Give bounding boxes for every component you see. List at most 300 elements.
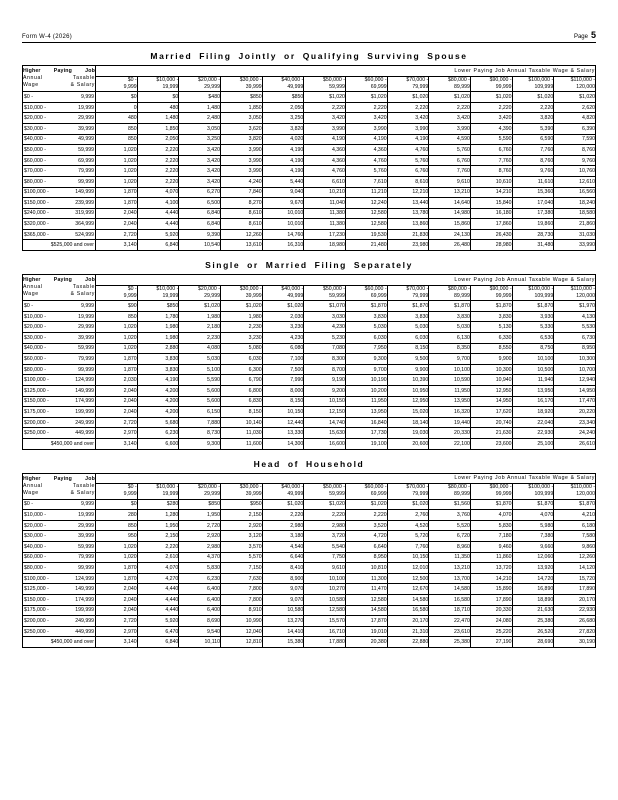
- table-cell: 19,440: [429, 417, 471, 428]
- table-cell: 5,830: [470, 520, 512, 531]
- table-cell: 11,030: [220, 428, 262, 439]
- column-range-header: [387, 285, 429, 301]
- range-start: $40,000 -: [281, 76, 304, 83]
- row-label-right: 9,999: [81, 93, 94, 100]
- table-cell: 6,400: [179, 584, 221, 595]
- table-cell: 10,200: [345, 385, 387, 396]
- row-label-right: 174,999: [75, 596, 94, 603]
- corner-line3-right: & Salary: [70, 82, 95, 89]
- range-start: $40,000 -: [281, 285, 304, 292]
- row-label-left: $0 -: [24, 303, 33, 310]
- range-start: $30,000 -: [239, 76, 262, 83]
- table-cell: 9,200: [304, 385, 346, 396]
- table-cell: 2,880: [137, 343, 179, 354]
- range-start: $110,000 -: [570, 76, 595, 83]
- table-cell: 0: [96, 102, 138, 113]
- table-cell: 10,300: [554, 354, 596, 365]
- table-cell: 8,750: [512, 343, 554, 354]
- table-cell: 3,990: [387, 123, 429, 134]
- table-cell: 480: [137, 102, 179, 113]
- table-cell: 8,150: [387, 343, 429, 354]
- table-cell: 12,010: [387, 563, 429, 574]
- table-row: [23, 301, 596, 312]
- table-cell: 11,380: [304, 219, 346, 230]
- table-cell: 1,850: [220, 102, 262, 113]
- table-cell: 2,480: [179, 113, 221, 124]
- table-cell: 16,310: [262, 240, 304, 251]
- table-cell: 14,640: [429, 198, 471, 209]
- table-cell: 6,080: [262, 343, 304, 354]
- table-cell: 2,030: [96, 375, 138, 386]
- table-cell: 16,600: [304, 438, 346, 449]
- page-header: [22, 30, 596, 43]
- table-cell: 6,390: [554, 123, 596, 134]
- table-cell: 20,330: [470, 605, 512, 616]
- table-cell: 10,010: [262, 219, 304, 230]
- table-cell: 9,760: [554, 155, 596, 166]
- row-range-label: [23, 563, 96, 574]
- table-cell: 4,240: [220, 176, 262, 187]
- table-cell: 15,020: [387, 407, 429, 418]
- range-end: 89,999: [454, 292, 470, 299]
- table-cell: 10,300: [470, 364, 512, 375]
- row-label-left: $175,000 -: [24, 408, 49, 415]
- table-cell: 4,200: [137, 396, 179, 407]
- table-cell: 11,470: [345, 584, 387, 595]
- table-cell: 8,760: [554, 145, 596, 156]
- table-cell: 18,580: [554, 208, 596, 219]
- range-start: $50,000 -: [323, 76, 345, 83]
- table-cell: 1,870: [96, 573, 138, 584]
- range-start: $0 -: [127, 484, 137, 491]
- tax-table: [22, 274, 596, 449]
- corner-line2-right: Taxable: [72, 75, 95, 82]
- table-cell: 28,980: [470, 240, 512, 251]
- table-cell: 14,720: [512, 573, 554, 584]
- table-cell: 23,980: [387, 240, 429, 251]
- corner-line1-mid: Paying: [53, 68, 73, 75]
- table-cell: 12,610: [554, 176, 596, 187]
- range-end: 79,999: [412, 491, 429, 498]
- table-cell: 21,310: [387, 626, 429, 637]
- table-cell: 4,020: [262, 134, 304, 145]
- table-cell: 3,760: [429, 510, 471, 521]
- table-cell: 5,390: [512, 123, 554, 134]
- table-cell: 6,590: [512, 134, 554, 145]
- table-cell: 4,390: [470, 123, 512, 134]
- table-cell: 2,610: [137, 552, 179, 563]
- table-cell: 27,820: [554, 626, 596, 637]
- table-cell: 5,920: [137, 616, 179, 627]
- table-cell: 4,190: [262, 155, 304, 166]
- column-range-header: [345, 484, 387, 500]
- table-cell: 6,230: [137, 428, 179, 439]
- table-cell: 2,040: [96, 219, 138, 230]
- table-cell: 6,840: [137, 240, 179, 251]
- table-cell: $0: [137, 92, 179, 103]
- table-cell: 8,760: [470, 166, 512, 177]
- table-cell: 3,520: [345, 520, 387, 531]
- range-start: $90,000 -: [489, 484, 512, 491]
- row-label-left: $150,000 -: [24, 398, 49, 405]
- table-cell: 19,010: [345, 626, 387, 637]
- table-cell: 18,240: [554, 198, 596, 209]
- table-cell: 12,950: [470, 385, 512, 396]
- table-row: [23, 573, 596, 584]
- row-range-label: [23, 428, 96, 439]
- table-cell: 4,190: [262, 145, 304, 156]
- column-range-header: [179, 76, 221, 92]
- table-cell: 30,190: [554, 637, 596, 648]
- table-cell: 9,070: [262, 595, 304, 606]
- table-cell: 4,440: [137, 219, 179, 230]
- table-cell: 12,060: [512, 552, 554, 563]
- row-label-right: 29,999: [78, 522, 94, 529]
- table-cell: 10,950: [387, 385, 429, 396]
- row-range-label: [23, 573, 96, 584]
- table-cell: 4,540: [262, 542, 304, 553]
- table-cell: 4,760: [304, 166, 346, 177]
- table-row: [23, 499, 596, 510]
- table-cell: 2,760: [387, 510, 429, 521]
- table-cell: 850: [96, 123, 138, 134]
- section-title: Married Filing Jointly or Qualifying Surviving Spouse: [150, 51, 468, 61]
- column-range-header: [387, 484, 429, 500]
- range-start: $40,000 -: [281, 484, 304, 491]
- form-label: Form W-4 (2026): [22, 34, 73, 40]
- table-cell: 4,190: [262, 166, 304, 177]
- table-cell: 2,220: [137, 542, 179, 553]
- table-cell: 10,500: [512, 364, 554, 375]
- row-label-left: $30,000 -: [24, 533, 46, 540]
- table-cell: 4,360: [345, 145, 387, 156]
- table-cell: 10,140: [220, 417, 262, 428]
- table-cell: 2,720: [96, 616, 138, 627]
- table-cell: 6,640: [262, 552, 304, 563]
- table-cell: 19,100: [345, 438, 387, 449]
- table-cell: 1,480: [179, 102, 221, 113]
- table-cell: 3,620: [220, 123, 262, 134]
- table-cell: $1,020: [220, 301, 262, 312]
- table-cell: 4,370: [179, 552, 221, 563]
- lower-paying-job-header: Lower Paying Job Annual Taxable Wage & Salary: [96, 66, 596, 77]
- table-cell: 10,100: [429, 364, 471, 375]
- row-label-right: 9,999: [81, 303, 94, 310]
- corner-line3-left: Wage: [23, 291, 39, 298]
- table-cell: 5,760: [345, 166, 387, 177]
- range-end: 99,999: [495, 83, 512, 90]
- table-row: [23, 311, 596, 322]
- table-cell: 11,950: [345, 396, 387, 407]
- corner-line2-right: Taxable: [72, 482, 95, 489]
- table-cell: 13,440: [387, 198, 429, 209]
- table-cell: $1,870: [429, 301, 471, 312]
- column-range-header: [137, 285, 179, 301]
- table-cell: 24,080: [470, 616, 512, 627]
- table-cell: 8,950: [345, 552, 387, 563]
- table-cell: 12,580: [304, 605, 346, 616]
- table-cell: 4,440: [137, 584, 179, 595]
- table-cell: 2,040: [96, 584, 138, 595]
- table-cell: 10,150: [262, 407, 304, 418]
- row-label-right: 364,999: [75, 221, 94, 228]
- table-cell: 17,860: [470, 219, 512, 230]
- range-end: 39,999: [245, 491, 262, 498]
- table-cell: 13,210: [429, 187, 471, 198]
- table-cell: 23,340: [554, 417, 596, 428]
- range-end: 99,999: [495, 491, 512, 498]
- header-corner-cell: [23, 473, 96, 499]
- table-cell: 17,230: [304, 229, 346, 240]
- table-cell: 10,590: [429, 375, 471, 386]
- table-cell: 4,440: [137, 208, 179, 219]
- table-cell: 8,950: [554, 343, 596, 354]
- table-cell: 9,540: [179, 626, 221, 637]
- range-end: 49,999: [287, 491, 304, 498]
- row-label-left: $80,000 -: [24, 565, 46, 572]
- table-cell: 6,610: [304, 176, 346, 187]
- table-cell: 9,900: [470, 354, 512, 365]
- table-cell: 5,440: [262, 176, 304, 187]
- table-cell: 18,710: [429, 605, 471, 616]
- table-cell: 15,570: [304, 616, 346, 627]
- table-cell: 6,760: [429, 155, 471, 166]
- table-cell: 5,920: [137, 229, 179, 240]
- table-cell: 2,970: [96, 428, 138, 439]
- table-cell: 3,420: [429, 113, 471, 124]
- corner-line1-right: Job: [85, 68, 95, 75]
- column-range-header: [137, 76, 179, 92]
- table-cell: 6,800: [220, 385, 262, 396]
- range-start: $80,000 -: [447, 285, 470, 292]
- table-cell: 9,700: [429, 354, 471, 365]
- section-title: Single or Married Filing Separately: [205, 260, 413, 271]
- table-cell: 2,050: [262, 102, 304, 113]
- column-range-header: [262, 484, 304, 500]
- row-label-right: 39,999: [78, 533, 94, 540]
- table-cell: 23,610: [429, 626, 471, 637]
- range-end: 29,999: [204, 292, 220, 299]
- table-cell: 14,300: [262, 438, 304, 449]
- table-cell: $850: [179, 499, 221, 510]
- row-label-right: 39,999: [78, 125, 94, 132]
- range-start: $60,000 -: [364, 76, 387, 83]
- row-label-left: $10,000 -: [24, 313, 46, 320]
- tax-table: [22, 65, 596, 251]
- table-cell: 3,420: [179, 155, 221, 166]
- table-row: [23, 531, 596, 542]
- range-start: $110,000 -: [570, 484, 595, 491]
- table-cell: 3,570: [220, 542, 262, 553]
- row-range-label: [23, 343, 96, 354]
- table-cell: 5,080: [220, 343, 262, 354]
- row-range-label: [23, 145, 96, 156]
- row-label-right: 59,999: [78, 345, 94, 352]
- table-row: [23, 155, 596, 166]
- table-cell: 3,830: [137, 354, 179, 365]
- table-cell: 12,150: [304, 407, 346, 418]
- range-start: $60,000 -: [364, 285, 387, 292]
- table-cell: $1,020: [262, 301, 304, 312]
- row-range-label: [23, 102, 96, 113]
- table-cell: 20,600: [387, 438, 429, 449]
- row-label-left: $450,000 and over: [50, 440, 94, 447]
- table-cell: 2,220: [304, 102, 346, 113]
- table-cell: 2,180: [179, 322, 221, 333]
- row-label-left: $30,000 -: [24, 125, 46, 132]
- page-number: 5: [590, 30, 596, 40]
- table-cell: 2,980: [262, 520, 304, 531]
- tax-table: [22, 473, 596, 648]
- table-cell: 4,200: [137, 407, 179, 418]
- table-cell: 26,430: [470, 229, 512, 240]
- row-label-right: 59,999: [78, 146, 94, 153]
- table-cell: $0: [96, 92, 138, 103]
- table-cell: 1,950: [179, 510, 221, 521]
- table-cell: 5,680: [137, 417, 179, 428]
- table-cell: $1,020: [387, 92, 429, 103]
- table-cell: 7,760: [512, 145, 554, 156]
- table-row: [23, 219, 596, 230]
- corner-line1-left: Higher: [23, 68, 41, 75]
- table-cell: 9,900: [387, 364, 429, 375]
- row-range-label: [23, 354, 96, 365]
- table-cell: 8,410: [262, 563, 304, 574]
- table-cell: 20,740: [470, 417, 512, 428]
- table-cell: 19,530: [345, 229, 387, 240]
- table-cell: 9,670: [262, 198, 304, 209]
- table-cell: 8,300: [304, 354, 346, 365]
- table-cell: 21,860: [554, 219, 596, 230]
- table-cell: 12,440: [262, 417, 304, 428]
- table-cell: 11,940: [512, 375, 554, 386]
- table-cell: $1,870: [512, 499, 554, 510]
- table-cell: 17,730: [345, 428, 387, 439]
- row-label-left: $40,000 -: [24, 345, 46, 352]
- range-start: $90,000 -: [489, 285, 512, 292]
- table-cell: 8,700: [304, 364, 346, 375]
- row-label-right: 79,999: [78, 355, 94, 362]
- table-cell: 10,610: [470, 176, 512, 187]
- table-cell: 3,820: [512, 113, 554, 124]
- table-header-ranges: [23, 484, 596, 500]
- table-cell: 12,500: [387, 573, 429, 584]
- table-cell: 1,020: [96, 542, 138, 553]
- table-cell: 10,990: [220, 616, 262, 627]
- table-cell: 7,580: [554, 531, 596, 542]
- row-label-right: 79,999: [78, 554, 94, 561]
- table-cell: 9,190: [304, 375, 346, 386]
- table-cell: 8,350: [429, 343, 471, 354]
- corner-line2-left: Annual: [23, 482, 43, 489]
- table-header-ranges: [23, 76, 596, 92]
- table-cell: 3,420: [470, 113, 512, 124]
- table-cell: 850: [96, 134, 138, 145]
- table-row: [23, 176, 596, 187]
- lower-paying-job-header: Lower Paying Job Annual Taxable Wage & Salary: [96, 275, 596, 286]
- table-cell: 4,760: [345, 155, 387, 166]
- table-cell: 6,150: [179, 407, 221, 418]
- column-range-header: [304, 76, 346, 92]
- table-cell: 5,230: [304, 333, 346, 344]
- table-cell: 2,040: [96, 595, 138, 606]
- range-end: 9,999: [123, 83, 137, 90]
- table-cell: 6,230: [179, 573, 221, 584]
- column-range-header: [512, 285, 554, 301]
- table-cell: 12,210: [387, 187, 429, 198]
- table-cell: 2,720: [96, 229, 138, 240]
- table-cell: 4,590: [429, 134, 471, 145]
- table-cell: 2,980: [304, 520, 346, 531]
- table-cell: 9,500: [387, 354, 429, 365]
- table-cell: 12,670: [387, 584, 429, 595]
- table-cell: 5,980: [512, 520, 554, 531]
- table-cell: 2,230: [220, 322, 262, 333]
- table-cell: 2,220: [304, 510, 346, 521]
- table-cell: 2,720: [96, 417, 138, 428]
- table-row: [23, 542, 596, 553]
- table-cell: 25,380: [512, 616, 554, 627]
- table-cell: 9,610: [304, 563, 346, 574]
- table-cell: 2,220: [137, 176, 179, 187]
- table-cell: 1,020: [96, 176, 138, 187]
- table-cell: 1,020: [96, 333, 138, 344]
- table-row: [23, 187, 596, 198]
- table-cell: 16,840: [345, 417, 387, 428]
- table-cell: 20,330: [429, 428, 471, 439]
- table-cell: 4,520: [387, 520, 429, 531]
- corner-line1-left: Higher: [23, 475, 41, 482]
- table-cell: 11,380: [304, 208, 346, 219]
- range-end: 69,999: [370, 83, 387, 90]
- table-cell: 1,020: [96, 155, 138, 166]
- table-cell: $1,020: [429, 92, 471, 103]
- table-cell: 6,760: [470, 145, 512, 156]
- row-label-left: $0 -: [24, 93, 33, 100]
- table-cell: 5,520: [429, 520, 471, 531]
- range-start: $10,000 -: [156, 76, 179, 83]
- table-cell: 7,750: [304, 552, 346, 563]
- table-row: [23, 407, 596, 418]
- range-start: $50,000 -: [323, 285, 345, 292]
- table-cell: 7,150: [220, 563, 262, 574]
- table-cell: 18,140: [387, 417, 429, 428]
- table-cell: 6,470: [137, 626, 179, 637]
- table-cell: 2,150: [137, 531, 179, 542]
- range-start: $20,000 -: [198, 76, 220, 83]
- table-cell: 11,350: [429, 552, 471, 563]
- table-cell: 14,410: [262, 626, 304, 637]
- table-cell: 3,990: [304, 123, 346, 134]
- row-range-label: [23, 552, 96, 563]
- table-cell: 850: [96, 520, 138, 531]
- table-row: [23, 333, 596, 344]
- row-label-left: $60,000 -: [24, 554, 46, 561]
- table-cell: $1,020: [179, 301, 221, 312]
- table-cell: 22,880: [387, 637, 429, 648]
- table-cell: 7,950: [345, 343, 387, 354]
- table-cell: 7,800: [220, 595, 262, 606]
- table-cell: 13,700: [429, 573, 471, 584]
- table-cell: 10,580: [262, 605, 304, 616]
- range-end: 59,999: [329, 491, 345, 498]
- row-range-label: [23, 584, 96, 595]
- table-cell: 5,760: [387, 155, 429, 166]
- table-cell: 8,550: [470, 343, 512, 354]
- table-cell: 5,330: [512, 322, 554, 333]
- column-range-header: [220, 76, 262, 92]
- table-cell: 3,830: [470, 311, 512, 322]
